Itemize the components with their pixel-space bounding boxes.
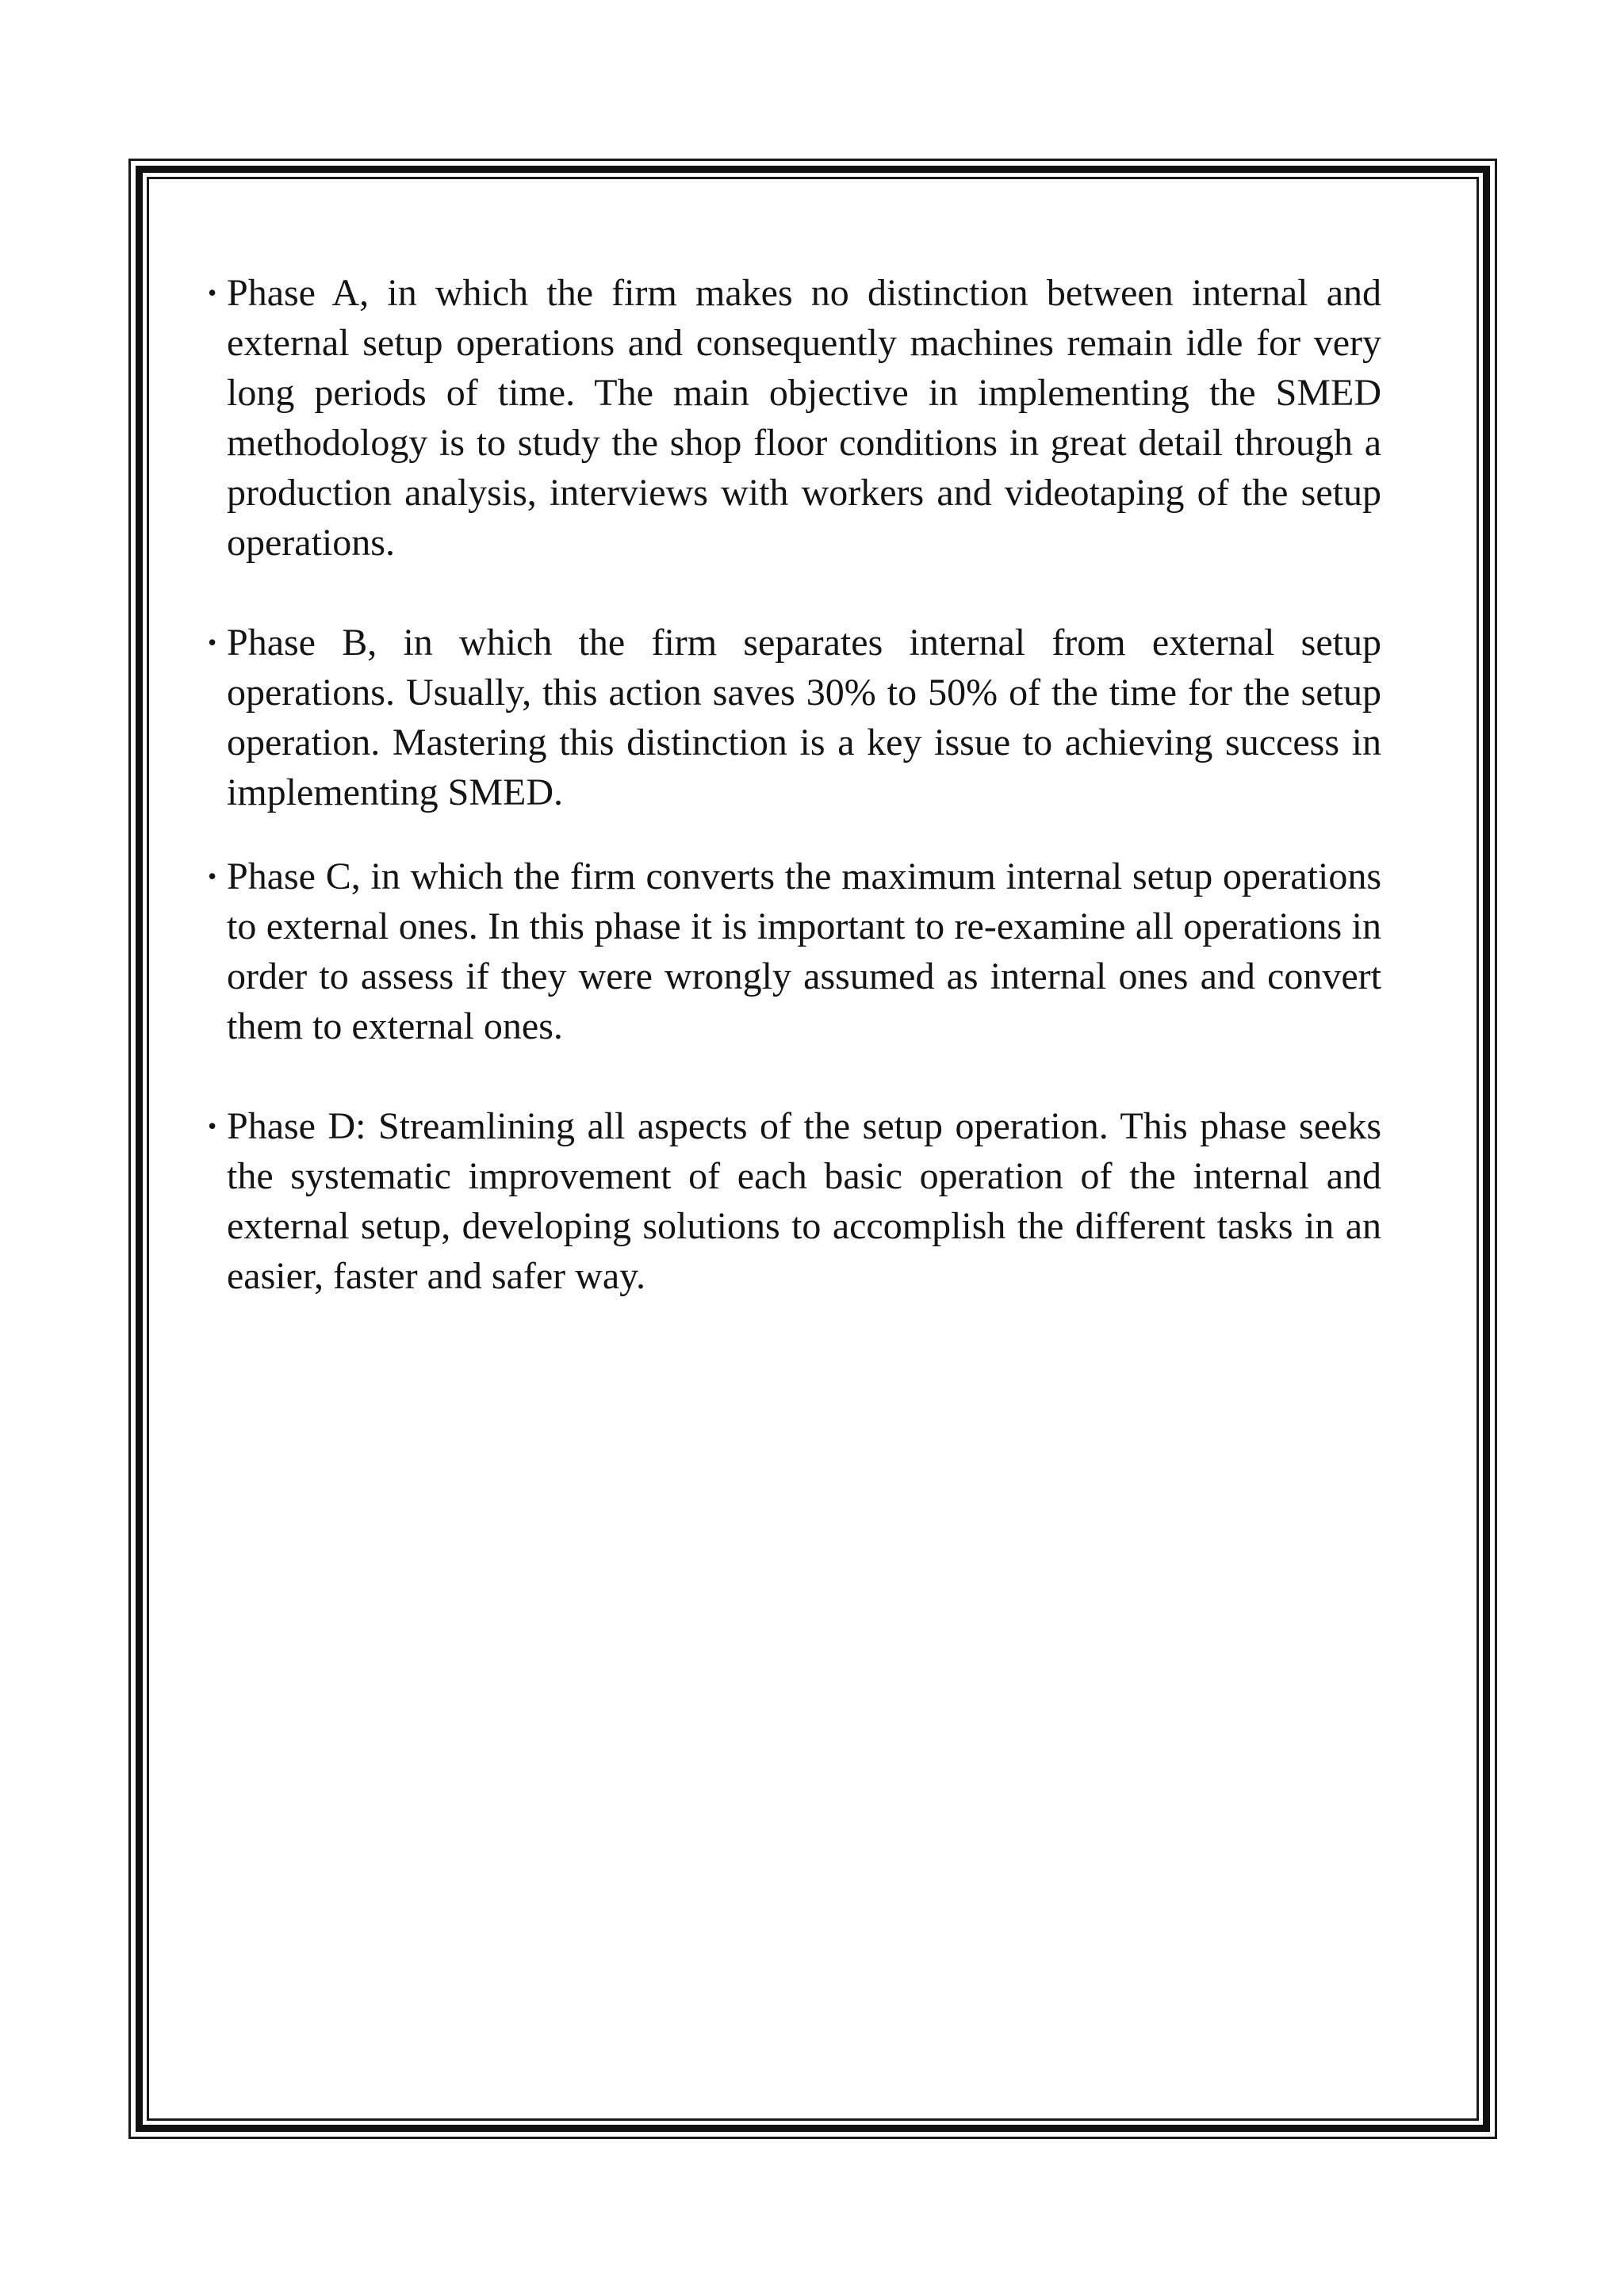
bullet-icon: •: [208, 862, 217, 890]
list-item-phase-d: [208, 1101, 1381, 1301]
bullet-list: [208, 268, 1381, 1301]
list-item-text: Phase B, in which the firm separates internal from external setup operations. Usually, this action saves 30% to 50% of the time for the setup operation. Mastering this distinction is a key issue to achieving success in implementing SMED.: [227, 622, 1381, 813]
bullet-icon: •: [208, 628, 217, 656]
list-item-text: Phase C, in which the firm converts the maximum internal setup operations to external ones. In this phase it is important to re-examine all operations in order to assess if they were wrongly assumed as internal ones and convert them to external ones.: [227, 855, 1381, 1047]
list-item-text: Phase A, in which the firm makes no distinction between internal and external setup operations and consequently machines remain idle for very long periods of time. The main objective in implementing the SMED methodology is to study the shop floor conditions in great detail through a production analysis, interviews with workers and videotaping of the setup operations.: [227, 272, 1381, 564]
list-item-phase-a: [208, 268, 1381, 568]
bullet-icon: •: [208, 1112, 217, 1140]
list-item-phase-c: [208, 851, 1381, 1051]
list-item-text: Phase D: Streamlining all aspects of the setup operation. This phase seeks the systematic improvement of each basic operation of the internal and external setup, developing solutions to accomplish the different tasks in an easier, faster and safer way.: [227, 1105, 1381, 1297]
list-item-phase-b: [208, 618, 1381, 817]
bullet-icon: •: [208, 278, 217, 307]
